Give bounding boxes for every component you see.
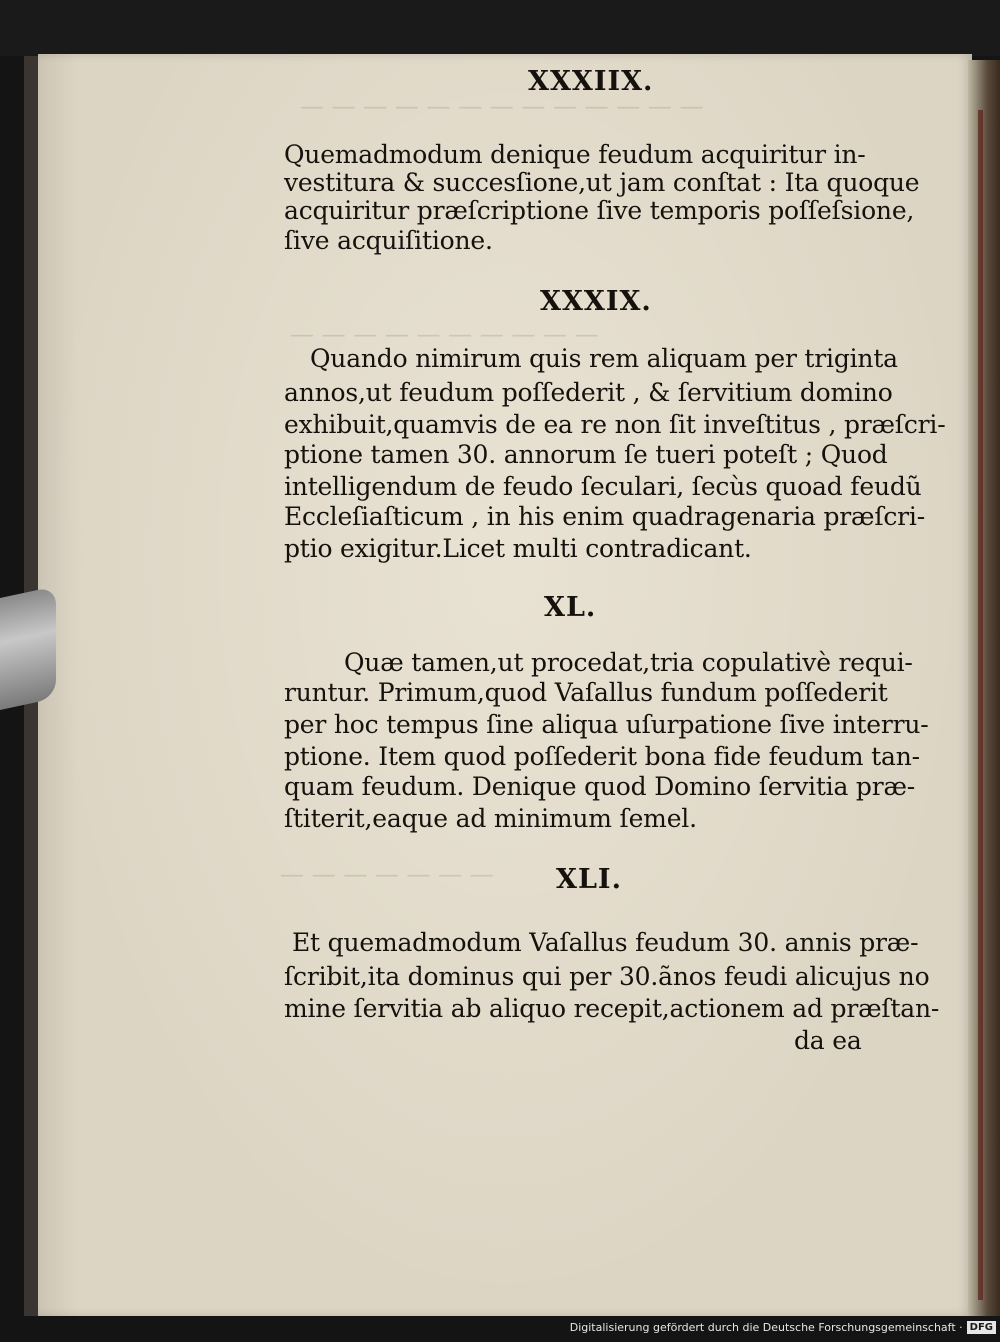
dfg-footer [570, 1316, 996, 1338]
text-line: runtur. Primum,quod Vaſallus fundum poſſederit [284, 678, 888, 707]
text-line: exhibuit,quamvis de ea re non ſit inveſtitus , præſcri- [284, 410, 946, 439]
text-line: ptione tamen 30. annorum ſe tueri poteſt ; Quod [284, 440, 888, 469]
text-line: ptio exigitur.Licet multi contradicant. [284, 534, 752, 563]
book-binding [968, 60, 1000, 1316]
text-line: ptione. Item quod poſſederit bona fide feudum tan- [284, 742, 920, 771]
text-line: ſcribit,ita dominus qui per 30.ãnos feudi alicujus no [284, 962, 930, 991]
text-line: ſive acquiſitione. [284, 226, 493, 255]
text-line: quam feudum. Denique quod Domino ſervitia præ- [284, 772, 916, 801]
text-line: Et quemadmodum Vaſallus feudum 30. annis præ- [292, 928, 919, 957]
text-line: per hoc tempus ſine aliqua uſurpatione ſive interru- [284, 710, 929, 739]
text-line: intelligendum de feudo ſeculari, ſecùs quoad feudũ [284, 472, 922, 501]
section-heading: XXXIX. [540, 286, 652, 317]
section-heading: XXXIIX. [528, 66, 654, 97]
text-line: Quemadmodum denique feudum acquiritur in- [284, 140, 866, 169]
binding-thread [978, 110, 983, 1300]
dfg-logo-icon: DFG [967, 1321, 996, 1334]
text-line: annos,ut feudum poſſederit , & ſervitium domino [284, 378, 893, 407]
catchword: da ea [794, 1026, 862, 1055]
text-line: Quando nimirum quis rem aliquam per triginta [310, 344, 898, 373]
text-line: mine ſervitia ab aliquo recepit,actionem ad præſtan- [284, 994, 940, 1023]
text-line: Eccleſiaſticum , in his enim quadragenaria præſcri- [284, 502, 925, 531]
bleed-through: — — — — — — — — — — — — — [300, 92, 704, 120]
text-line: Quæ tamen,ut procedat,tria copulativè requi- [344, 648, 913, 677]
text-line: vestitura & succesſione,ut jam conſtat : Ita quoque [284, 168, 920, 197]
bleed-through: — — — — — — — [280, 860, 494, 888]
text-line: ſtiterit,eaque ad minimum ſemel. [284, 804, 697, 833]
page-clip [0, 586, 56, 710]
section-heading: XLI. [556, 864, 622, 895]
text-line: acquiritur præſcriptione ſive temporis poſſeſsione, [284, 196, 915, 225]
footer-text: Digitalisierung gefördert durch die Deutsche Forschungsgemeinschaft · [569, 1320, 963, 1334]
bleed-through: — — — — — — — — — — [290, 320, 599, 348]
scanner-bed [0, 0, 1000, 56]
section-heading: XL. [544, 592, 597, 623]
